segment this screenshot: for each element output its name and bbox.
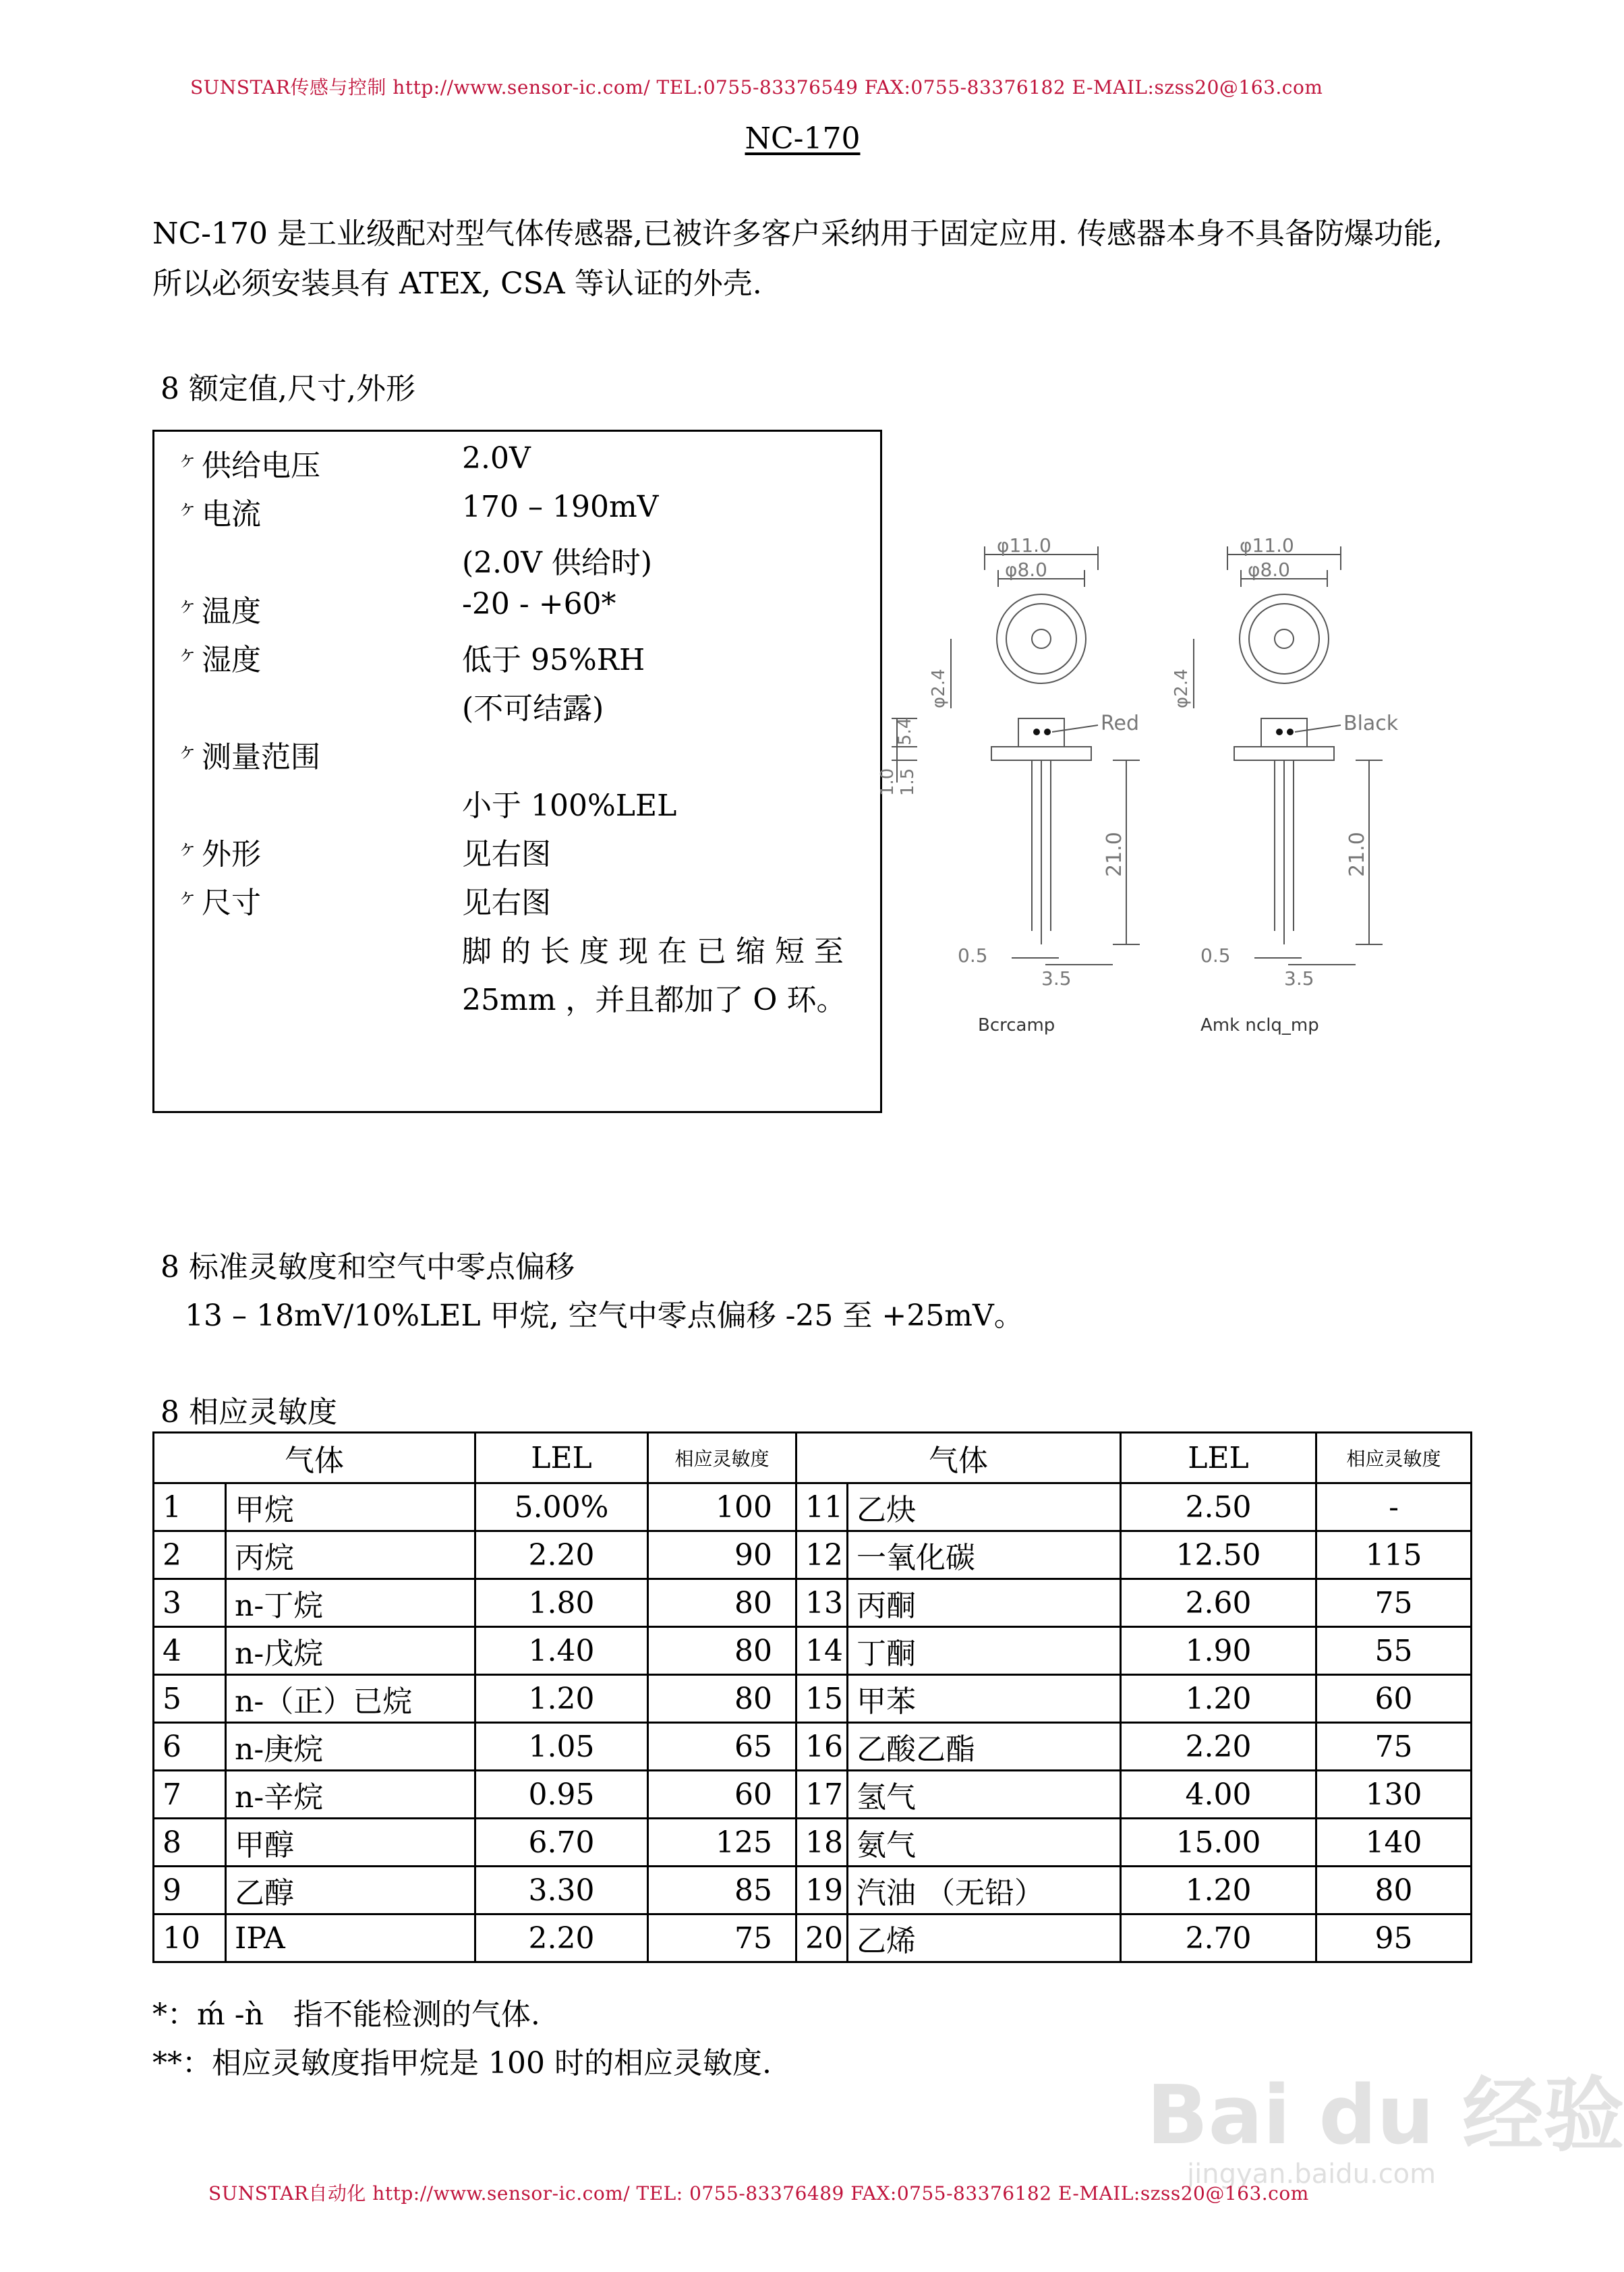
spec-humidity-label: $^ヶ$ 湿度 (177, 642, 261, 677)
lel-right: 1.20 (1121, 1675, 1316, 1723)
sensitivity-right: 95 (1316, 1914, 1472, 1962)
footnote-2: **：相应灵敏度指甲烷是 100 时的相应灵敏度. (152, 2046, 772, 2080)
right-dim-length: 21.0 (1345, 832, 1369, 877)
row-number-right: 20 (796, 1914, 848, 1962)
section-sensitivity-heading: 8 标准灵敏度和空气中零点偏移 (161, 1250, 575, 1284)
spec-humidity-value: 低于 95%RH (462, 643, 645, 677)
gas-name-left: IPA (226, 1914, 475, 1962)
header-lel-right: LEL (1121, 1433, 1316, 1483)
gas-name-left: n-丁烷 (226, 1579, 475, 1627)
gas-name-right: 乙烯 (848, 1914, 1121, 1962)
right-dim-pin: 0.5 (1200, 944, 1231, 967)
right-dim-d24: φ2.4 (1171, 669, 1192, 708)
lel-left: 1.05 (475, 1723, 648, 1771)
page-footer: SUNSTAR自动化 http://www.sensor-ic.com/ TEL: 0755-83376489 FAX:0755-83376182 E-MAIL:szss20@163.com (208, 2182, 1309, 2205)
left-dim-h15: 1.5 (898, 768, 918, 796)
sensitivity-left: 75 (648, 1914, 796, 1962)
spec-temp-label: $^ヶ$ 温度 (177, 594, 261, 629)
lel-right: 15.00 (1121, 1819, 1316, 1867)
gas-name-right: 汽油 （无铅） (848, 1867, 1121, 1914)
table-row (154, 1819, 1472, 1867)
gas-name-left: n-（正）已烷 (226, 1675, 475, 1723)
row-number-right: 12 (796, 1531, 848, 1579)
header-gas-right: 气体 (796, 1433, 1121, 1483)
sensitivity-line: 13 – 18mV/10%LEL 甲烷, 空气中零点偏移 -25 至 +25mV。 (185, 1299, 1024, 1333)
sensitivity-left: 100 (648, 1483, 796, 1531)
spec-voltage-value: 2.0V (462, 441, 531, 476)
row-number-left: 6 (154, 1723, 226, 1771)
left-dim-d8: φ8.0 (1005, 559, 1047, 581)
right-caption: Amk nclq_mp (1200, 1015, 1319, 1035)
right-dim-d8: φ8.0 (1248, 559, 1290, 581)
gas-name-left: n-戊烷 (226, 1627, 475, 1675)
spec-pin-note-2: 25mm ，并且都加了 O 环。 (462, 983, 846, 1017)
gas-name-left: 丙烷 (226, 1531, 475, 1579)
lel-left: 0.95 (475, 1771, 648, 1819)
header-sensitivity-right: 相应灵敏度 (1316, 1433, 1472, 1483)
gas-name-left: 甲烷 (226, 1483, 475, 1531)
lel-right: 2.20 (1121, 1723, 1316, 1771)
left-wire-label: Red (1101, 712, 1139, 735)
lel-left: 3.30 (475, 1867, 648, 1914)
sensitivity-left: 80 (648, 1675, 796, 1723)
bullet-icon: ヶ (177, 739, 198, 763)
spec-humidity-note: (不可结露) (462, 691, 604, 726)
lel-right: 2.70 (1121, 1914, 1316, 1962)
bullet-icon: ヶ (177, 448, 198, 472)
sensitivity-left: 125 (648, 1819, 796, 1867)
gas-name-right: 乙酸乙酯 (848, 1723, 1121, 1771)
spec-current-note: (2.0V 供给时) (462, 546, 653, 580)
row-number-left: 9 (154, 1867, 226, 1914)
spec-current-value: 170 – 190mV (462, 490, 659, 524)
sensitivity-right: 60 (1316, 1675, 1472, 1723)
lel-left: 1.40 (475, 1627, 648, 1675)
header-sensitivity-left: 相应灵敏度 (648, 1433, 796, 1483)
table-row (154, 1483, 1472, 1531)
table-row (154, 1675, 1472, 1723)
left-dim-spacing: 3.5 (1041, 967, 1072, 990)
left-dim-pin: 0.5 (958, 944, 988, 967)
table-row (154, 1771, 1472, 1819)
page-header: SUNSTAR传感与控制 http://www.sensor-ic.com/ TEL:0755-83376549 FAX:0755-83376182 E-MAIL:szss20@163.com (190, 76, 1323, 98)
bullet-icon: ヶ (177, 642, 198, 666)
lel-left: 5.00% (475, 1483, 648, 1531)
spec-pin-note-1: 脚 的 长 度 现 在 已 缩 短 至 (462, 934, 844, 969)
lel-right: 4.00 (1121, 1771, 1316, 1819)
table-row (154, 1723, 1472, 1771)
lel-left: 2.20 (475, 1914, 648, 1962)
row-number-left: 5 (154, 1675, 226, 1723)
right-dim-spacing: 3.5 (1284, 967, 1314, 990)
gas-name-right: 甲苯 (848, 1675, 1121, 1723)
bullet-icon: ヶ (177, 496, 198, 520)
left-dim-d11: φ11.0 (997, 534, 1051, 557)
sensitivity-left: 85 (648, 1867, 796, 1914)
row-number-right: 11 (796, 1483, 848, 1531)
baidu-watermark-logo: Bai du 经验 (1147, 2069, 1624, 2163)
sensitivity-right: 55 (1316, 1627, 1472, 1675)
sensitivity-left: 80 (648, 1627, 796, 1675)
header-gas-left: 气体 (154, 1433, 475, 1483)
table-header-row (154, 1433, 1472, 1483)
lel-right: 1.20 (1121, 1867, 1316, 1914)
sensor-left-drawing (892, 546, 1140, 965)
spec-voltage-label: $^ヶ$ 供给电压 (177, 448, 320, 483)
row-number-right: 15 (796, 1675, 848, 1723)
right-wire-label: Black (1343, 712, 1399, 735)
row-number-left: 2 (154, 1531, 226, 1579)
sensor-dimension-diagram (877, 513, 1463, 1052)
table-row (154, 1627, 1472, 1675)
spec-current-label: $^ヶ$ 电流 (177, 496, 261, 532)
gas-name-right: 丙酮 (848, 1579, 1121, 1627)
row-number-right: 17 (796, 1771, 848, 1819)
lel-left: 1.80 (475, 1579, 648, 1627)
footnote-1: *：ḿ -ǹ 指不能检测的气体. (152, 1997, 540, 2032)
table-row (154, 1579, 1472, 1627)
lel-right: 12.50 (1121, 1531, 1316, 1579)
lel-left: 6.70 (475, 1819, 648, 1867)
row-number-right: 18 (796, 1819, 848, 1867)
row-number-right: 14 (796, 1627, 848, 1675)
bullet-icon: ヶ (177, 836, 198, 860)
left-dim-h10: 1.0 (877, 768, 898, 796)
row-number-left: 4 (154, 1627, 226, 1675)
right-dim-d11: φ11.0 (1240, 534, 1294, 557)
spec-shape-label: $^ヶ$ 外形 (177, 836, 261, 872)
sensitivity-left: 65 (648, 1723, 796, 1771)
spec-range-value: 小于 100%LEL (462, 789, 677, 823)
table-row (154, 1914, 1472, 1962)
lel-right: 2.60 (1121, 1579, 1316, 1627)
gas-name-left: 乙醇 (226, 1867, 475, 1914)
sensitivity-right: 130 (1316, 1771, 1472, 1819)
spec-temp-value: -20 - +60* (462, 587, 616, 621)
spec-shape-value: 见右图 (462, 837, 551, 872)
sensitivity-right: - (1316, 1483, 1472, 1531)
section-relative-sensitivity-heading: 8 相应灵敏度 (161, 1395, 337, 1429)
header-lel-left: LEL (475, 1433, 648, 1483)
page-title: NC-170 (745, 121, 861, 156)
row-number-left: 7 (154, 1771, 226, 1819)
baidu-watermark-url: jingyan.baidu.com (1187, 2159, 1437, 2190)
row-number-left: 8 (154, 1819, 226, 1867)
row-number-left: 10 (154, 1914, 226, 1962)
lel-right: 1.90 (1121, 1627, 1316, 1675)
gas-name-right: 一氧化碳 (848, 1531, 1121, 1579)
sensitivity-left: 80 (648, 1579, 796, 1627)
left-caption: Bcrcamp (978, 1015, 1055, 1035)
spec-box (152, 430, 882, 1113)
row-number-right: 19 (796, 1867, 848, 1914)
sensitivity-right: 115 (1316, 1531, 1472, 1579)
gas-name-right: 乙炔 (848, 1483, 1121, 1531)
spec-size-label: $^ヶ$ 尺寸 (177, 885, 261, 920)
table-row (154, 1867, 1472, 1914)
spec-range-label: $^ヶ$ 测量范围 (177, 739, 320, 774)
bullet-icon: ヶ (177, 885, 198, 909)
gas-name-right: 丁酮 (848, 1627, 1121, 1675)
lel-left: 1.20 (475, 1675, 648, 1723)
row-number-right: 13 (796, 1579, 848, 1627)
left-dim-h54: 5.4 (895, 717, 915, 745)
gas-name-right: 氨气 (848, 1819, 1121, 1867)
gas-name-right: 氢气 (848, 1771, 1121, 1819)
sensor-right-drawing (1194, 546, 1383, 965)
row-number-left: 1 (154, 1483, 226, 1531)
gas-sensitivity-table (152, 1431, 1472, 1963)
table-row (154, 1531, 1472, 1579)
gas-name-left: 甲醇 (226, 1819, 475, 1867)
left-dim-d24: φ2.4 (929, 669, 949, 708)
bullet-icon: ヶ (177, 594, 198, 617)
gas-name-left: n-庚烷 (226, 1723, 475, 1771)
sensitivity-left: 60 (648, 1771, 796, 1819)
intro-paragraph: NC-170 是工业级配对型气体传感器,已被许多客户采纳用于固定应用. 传感器本身不具备防爆功能, 所以必须安装具有 ATEX, CSA 等认证的外壳. (152, 217, 1443, 301)
gas-name-left: n-辛烷 (226, 1771, 475, 1819)
sensitivity-right: 75 (1316, 1579, 1472, 1627)
spec-size-value: 见右图 (462, 886, 551, 920)
row-number-right: 16 (796, 1723, 848, 1771)
lel-left: 2.20 (475, 1531, 648, 1579)
sensitivity-right: 80 (1316, 1867, 1472, 1914)
sensitivity-right: 75 (1316, 1723, 1472, 1771)
lel-right: 2.50 (1121, 1483, 1316, 1531)
sensitivity-left: 90 (648, 1531, 796, 1579)
sensitivity-right: 140 (1316, 1819, 1472, 1867)
left-dim-length: 21.0 (1103, 832, 1126, 877)
section-ratings-heading: 8 额定值,尺寸,外形 (161, 372, 415, 406)
row-number-left: 3 (154, 1579, 226, 1627)
